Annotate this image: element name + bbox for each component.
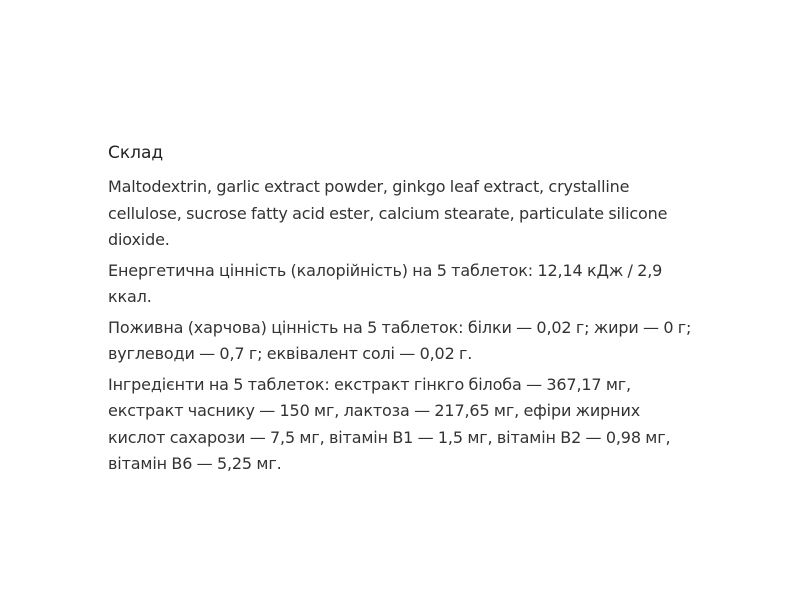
nutrition-value-paragraph: Поживна (харчова) цінність на 5 таблеток: білки — 0,02 г; жири — 0 г; вуглеводи — 0,7 г; еквівалент солі — 0,02 г. xyxy=(108,317,692,363)
ingredients-ukrainian-paragraph: Інгредієнти на 5 таблеток: екстракт гінкго білоба — 367,17 мг, екстракт часнику — 150 мг, лактоза — 217,65 мг, ефіри жирних кислот сахарози — 7,5 мг, вітамін B1 — 1,5 мг, вітамін B2 — 0,98 мг, вітамін B6 — 5,25 мг. xyxy=(108,374,671,473)
composition-section xyxy=(108,141,698,478)
ingredients-english-paragraph: Maltodextrin, garlic extract powder, ginkgo leaf extract, crystalline cellulose, sucrose fatty acid ester, calcium stearate, particulate silicone dioxide. xyxy=(108,177,668,249)
composition-title: Склад xyxy=(108,143,164,163)
energy-value-paragraph: Енергетична цінність (калорійність) на 5 таблеток: 12,14 кДж / 2,9 ккал. xyxy=(108,260,663,306)
